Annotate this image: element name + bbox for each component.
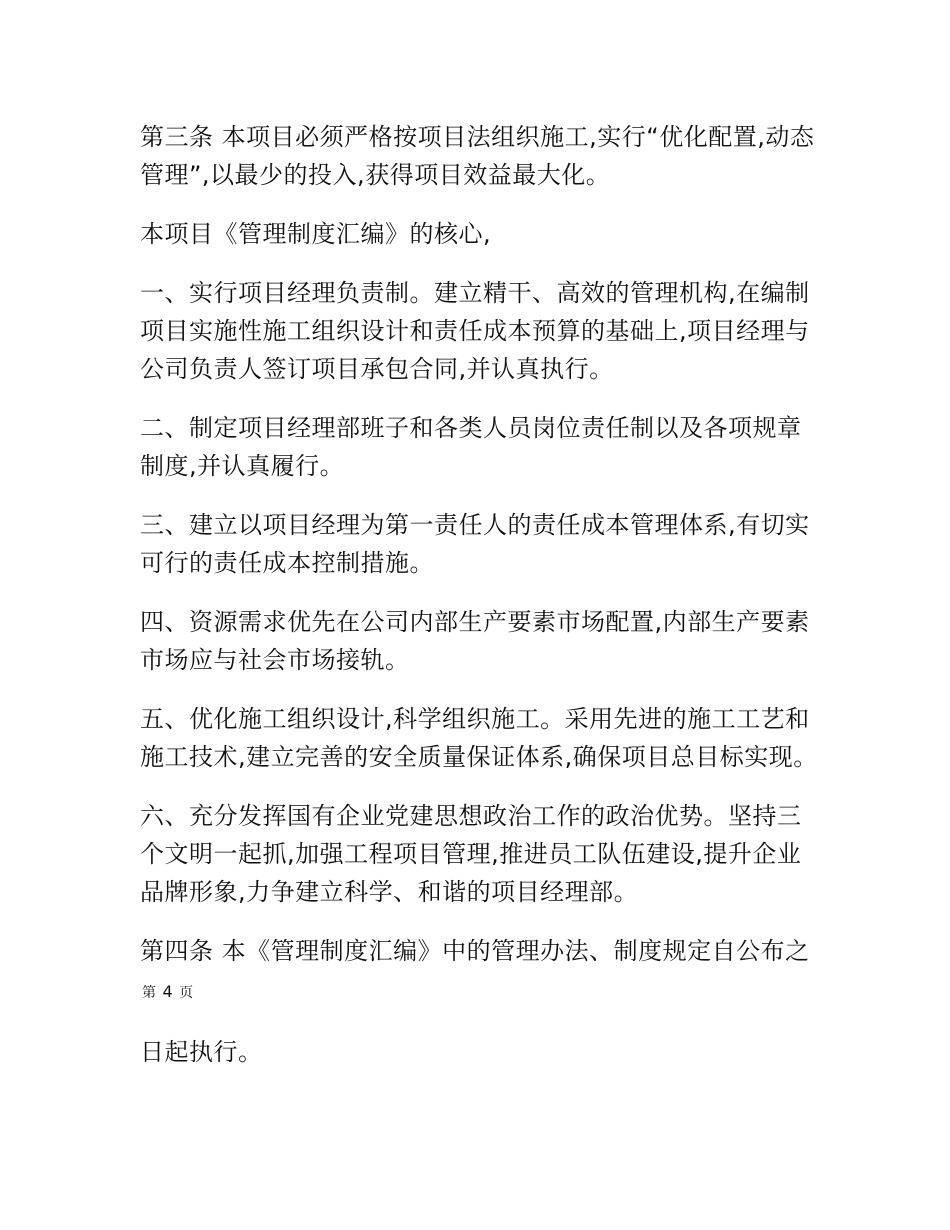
paragraph-item-1: 一、实行项目经理负责制。建立精干、高效的管理机构,在编制项目实施性施工组织设计和责任成本预算的基础上,项目经理与公司负责人签订项目承包合同,并认真执行。	[140, 279, 810, 383]
paragraph-item-5: 五、优化施工组织设计,科学组织施工。采用先进的施工工艺和施工技术,建立完善的安全质量保证体系,确保项目总目标实现。	[140, 705, 818, 771]
page-marker-suffix: 页	[179, 985, 195, 1001]
page-number: 4	[162, 982, 174, 1001]
paragraph-item-3: 三、建立以项目经理为第一责任人的责任成本管理体系,有切实可行的责任成本控制措施。	[140, 511, 810, 577]
paragraph-item-2: 二、制定项目经理部班子和各类人员岗位责任制以及各项规章制度,并认真履行。	[140, 414, 802, 480]
paragraph-item-6: 六、充分发挥国有企业党建思想政治工作的政治优势。坚持三个文明一起抓,加强工程项目管理,推进员工队伍建设,提升企业品牌形象,力争建立科学、和谐的项目经理部。	[140, 802, 802, 906]
paragraph-closing: 日起执行。	[140, 1038, 263, 1066]
page-number-marker	[142, 982, 195, 1001]
paragraph-article-3: 第三条 本项目必须严格按项目法组织施工,实行“优化配置,动态管理”,以最少的投入,获得项目效益最大化。	[140, 123, 815, 189]
page-marker-prefix: 第	[142, 985, 157, 1001]
paragraph-article-4	[140, 932, 820, 1012]
paragraph-item-4: 四、资源需求优先在公司内部生产要素市场配置,内部生产要素市场应与社会市场接轨。	[140, 608, 810, 674]
article-4-text: 第四条 本《管理制度汇编》中的管理办法、制度规定自公布之	[140, 937, 810, 965]
document-body	[140, 118, 820, 1092]
paragraph-core-intro: 本项目《管理制度汇编》的核心,	[140, 220, 492, 248]
